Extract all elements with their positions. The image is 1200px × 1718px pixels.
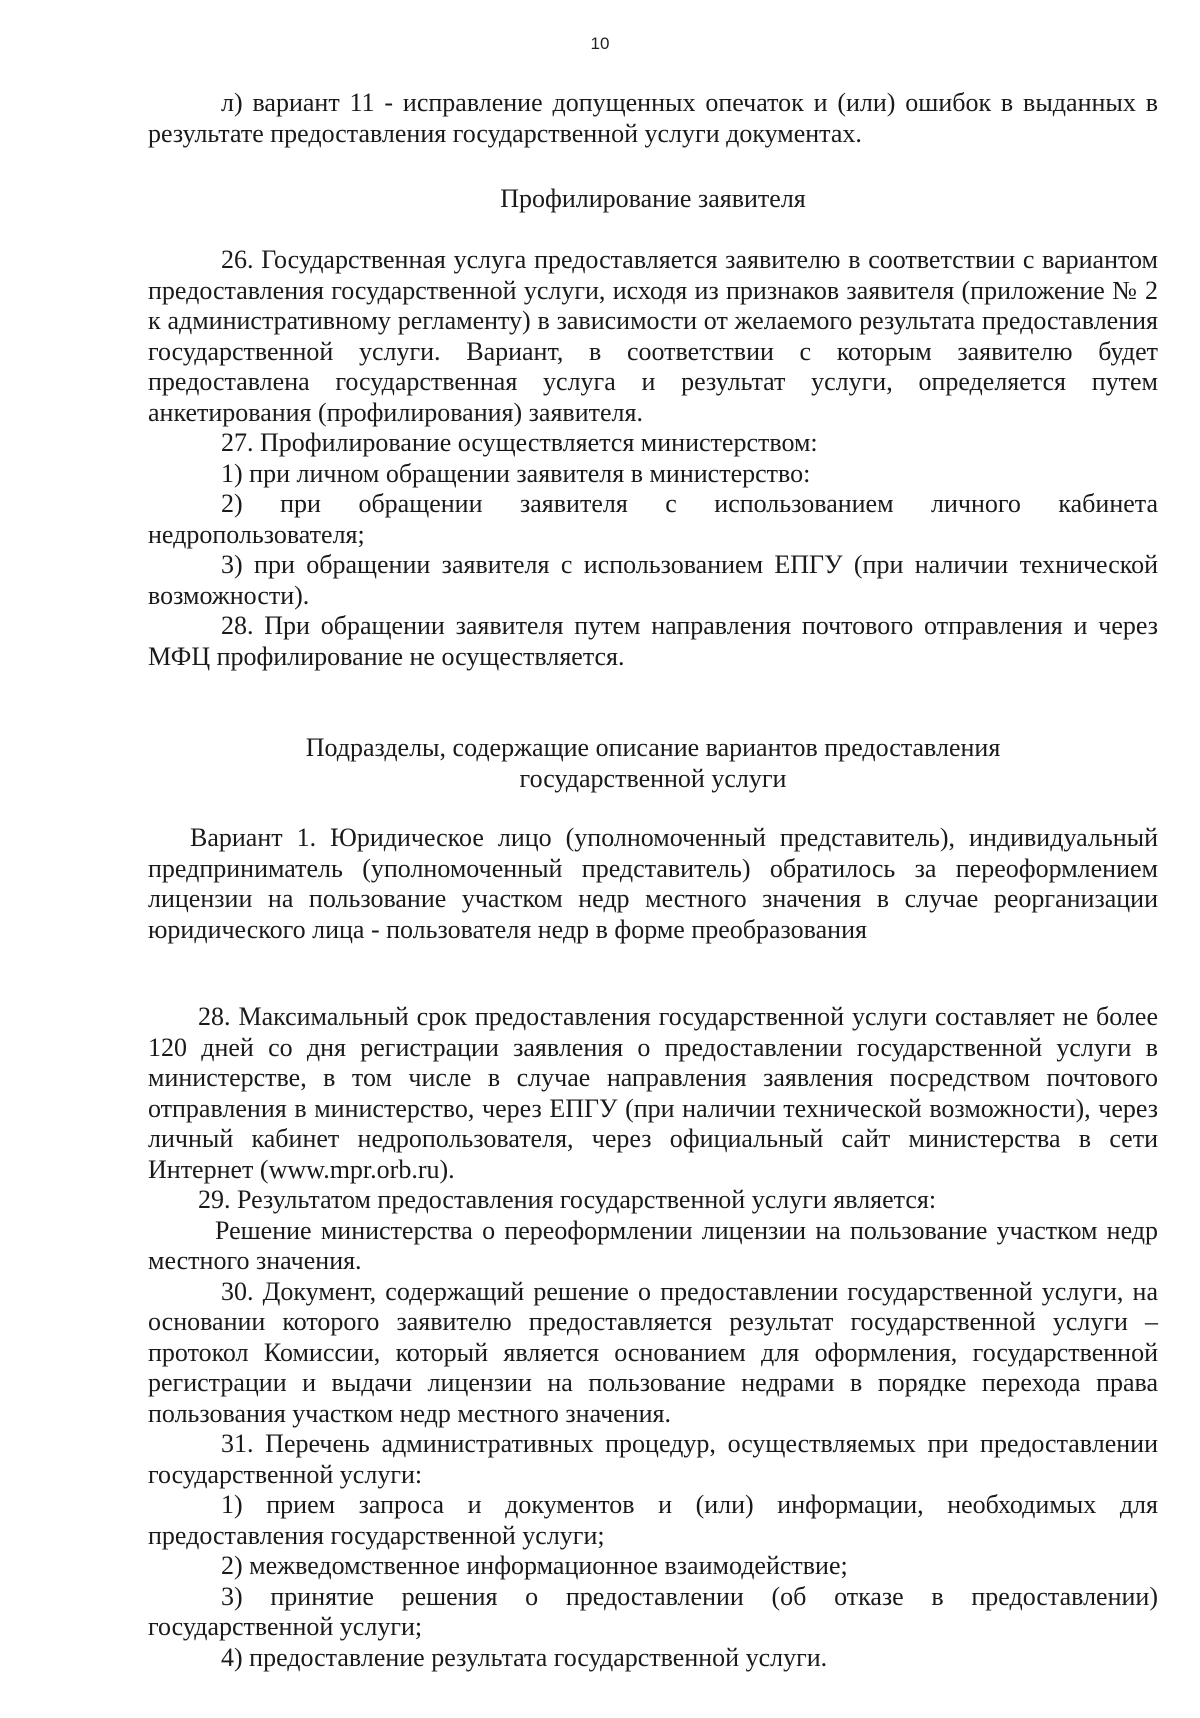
paragraph-31-item-3: 3) принятие решения о предоставлении (об отказе в предоставлении) государственной услуги;	[148, 1581, 1158, 1641]
paragraph-31-item-2: 2) межведомственное информационное взаимодействие;	[221, 1551, 848, 1580]
variant-1-block	[148, 823, 1158, 945]
paragraph-31-item-1: 1) прием запроса и документов и (или) информации, необходимых для предоставления государственной услуги;	[148, 1490, 1158, 1550]
variant-1-paragraph: Вариант 1. Юридическое лицо (уполномоченный представитель), индивидуальный предприниматель (уполномоченный представитель) обратилось за переоформлением лицензии на пользование участком недр местного значения в случае реорганизации юридического лица - пользователя недр в форме преобразования	[148, 823, 1158, 944]
page-number: 10	[590, 34, 610, 53]
paragraph-27-item-3: 3) при обращении заявителя с использованием ЕПГУ (при наличии технической возможности).	[148, 550, 1158, 610]
subsections-heading-block	[148, 733, 1158, 794]
profiling-section	[148, 245, 1158, 672]
paragraph-27-item-1: 1) при личном обращении заявителя в министерство:	[221, 458, 811, 488]
paragraph-26: 26. Государственная услуга предоставляется заявителю в соответствии с вариантом предоставления государственной услуги, исходя из признаков заявителя (приложение № 2 к административному регламенту) в зависимости от желаемого результата предоставления государственной услуги. Вариант, в соответствии с которым заявителю будет предоставлена государственная услуга и результат услуги, определяется путем анкетирования (профилирования) заявителя.	[148, 245, 1158, 427]
paragraph-30: 30. Документ, содержащий решение о предоставлении государственной услуги, на основании которого заявителю предоставляется результат государственной услуги – протокол Комиссии, который является основанием для оформления, государственной регистрации и выдачи лицензии на пользование недрами в порядке перехода права пользования участком недр местного значения.	[148, 1276, 1158, 1428]
variant-1-details-section	[148, 1002, 1158, 1673]
profiling-heading-block	[148, 184, 1158, 215]
item-l-paragraph: л) вариант 11 - исправление допущенных опечаток и (или) ошибок в выданных в результате предоставления государственной услуги документах.	[148, 88, 1158, 148]
paragraph-28-profiling: 28. При обращении заявителя путем направления почтового отправления и через МФЦ профилирование не осуществляется.	[148, 611, 1158, 671]
paragraph-29: 29. Результатом предоставления государственной услуги является:	[198, 1185, 937, 1214]
profiling-heading: Профилирование заявителя	[500, 184, 806, 213]
paragraph-27: 27. Профилирование осуществляется министерством:	[221, 428, 818, 457]
paragraph-31: 31. Перечень административных процедур, осуществляемых при предоставлении государственной услуги:	[148, 1429, 1158, 1489]
subsections-heading-line-1: Подразделы, содержащие описание вариантов предоставления	[305, 733, 1001, 762]
paragraph-31-item-4: 4) предоставление результата государственной услуги.	[221, 1642, 828, 1672]
item-l-block	[148, 88, 1158, 149]
paragraph-28-max-term: 28. Максимальный срок предоставления государственной услуги составляет не более 120 дней со дня регистрации заявления о предоставлении государственной услуги в министерстве, в том числе в случае направления заявления посредством почтового отправления в министерство, через ЕПГУ (при наличии технической возможности), через личный кабинет недропользователя, через официальный сайт министерства в сети Интернет (www.mpr.orb.ru).	[148, 1002, 1158, 1184]
paragraph-27-item-2: 2) при обращении заявителя с использованием личного кабинета недропользователя;	[148, 489, 1158, 549]
paragraph-29-result: Решение министерства о переоформлении лицензии на пользование участком недр местного значения.	[148, 1215, 1158, 1275]
subsections-heading-line-2: государственной услуги	[519, 763, 787, 793]
